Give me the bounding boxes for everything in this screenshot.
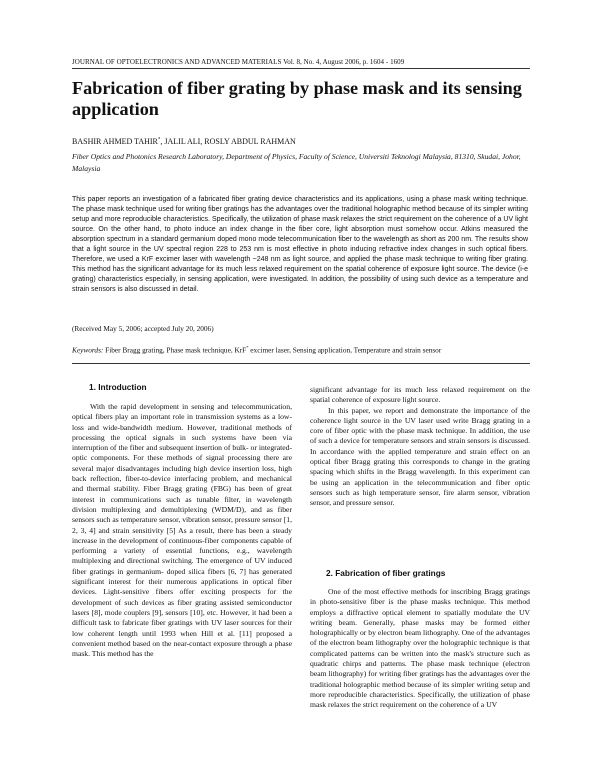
intro-paragraph-2: In this paper, we report and demonstrate the importance of the coherence light source in the UV laser used write Bragg grating in a core of fiber optic with the phase mask technique. In addition, the use of such a device for temperature sensors and strain sensors is discussed. In accordance with the applied temperature and strain effect on an optical fiber Bragg grating this corresponds to change in the grating spacing which shifts in the Bragg wavelength. In this experiment can be using an application in the telecommunication and fiber optic sensors such as high temperature sensor, fire alarm sensor, vibration sensor, and pressure sensor.	[310, 405, 530, 508]
fabrication-heading: 2. Fabrication of fiber gratings	[326, 568, 446, 578]
author-primary: BASHIR AHMED TAHIR	[72, 137, 158, 146]
keywords	[72, 345, 441, 354]
intro-heading: 1. Introduction	[89, 382, 147, 392]
author-others: , JALIL ALI, ROSLY ABDUL RAHMAN	[160, 137, 296, 146]
corresponding-author-mark: *	[157, 137, 161, 143]
affiliation: Fiber Optics and Photonics Research Laboratory, Department of Physics, Faculty of Science, Universiti Teknologi Malaysia, 81310, Skudai, Johor, Malaysia	[72, 152, 521, 173]
fabrication-paragraph: One of the most effective methods for inscribing Bragg gratings in photo-sensitive fiber is the phase masks technique. This method employs a diffractive optical element to spatially modulate the UV writing beam. Generally, phase masks may be formed either holographically or by electron beam lithography. One of the advantages of the electron beam lithography over the holographic technique is that complicated patterns can be written into the mask's structure such as quadratic chirps and patterns. The phase mask technique (electron beam lithography) for writing fiber gratings has the advantages over the traditional holographic method because of its simpler writing setup and more reproducible characteristics. Specifically, the utilization of phase mask relaxes the strict requirement on the coherence of a UV	[310, 587, 530, 710]
section-rule	[72, 363, 530, 364]
right-column-top	[310, 385, 530, 509]
keywords-list-a: Fiber Bragg grating, Phase mask technique, KrF	[103, 345, 247, 355]
intro-continuation: significant advantage for its much less relaxed requirement on the spatial coherence of exposure light source.	[310, 385, 530, 405]
paper-title: Fabrication of fiber grating by phase mask and its sensing application	[72, 78, 522, 119]
journal-header: JOURNAL OF OPTOELECTRONICS AND ADVANCED MATERIALS Vol. 8, No. 4, August 2006, p. 1604 - 1609	[72, 58, 405, 66]
keywords-label: Keywords:	[72, 345, 104, 355]
keywords-sup-mark: *	[246, 345, 249, 350]
received-dates: (Received May 5, 2006; accepted July 20, 2006)	[72, 324, 214, 333]
fabrication-column	[310, 587, 530, 711]
intro-paragraph: With the rapid development in sensing and telecommunication, optical fibers play an important role in transmission systems as a low-loss and wide-bandwidth medium. However, traditional methods of processing the optical signals in such systems have been via interruption of the fiber and subsequent insertion of bulk- or integrated-optic components. For these methods of signal processing there are several major disadvantages including high device insertion loss, high back reflection, fiber-to-device interfacing problem, and mechanical and thermal stability. Fiber Bragg grating (FBG) has been of great interest in communications such as tunable filter, in wavelength division multiplexing and demultiplexing (WDM/D), and as fiber sensors such as temperature sensor, vibration sensor, pressure sensor [1, 2, 3, 4] and strain sensitivity [5] As a result, there has been a steady increase in the development of continuous-fiber components capable of performing a variety of essential functions, e.g., wavelength multiplexing and directional switching. The emergence of UV induced fiber gratings in germanium- doped silica fibers [6, 7] has generated significant interest for their numerous applications in optical fiber devices. Light-sensitive fibers offer exciting prospects for the development of such devices as fiber grating assisted semiconductor lasers [8], mode couplers [9], sensors [10], etc. However, it had been a difficult task to fabricate fiber gratings with UV laser sources for their low coherent length until 1993 when Hill et al. [11] proposed a convenient method based on the near-contact exposure through a phase mask. This method has the	[72, 402, 292, 659]
header-rule	[72, 68, 530, 69]
author-list	[72, 137, 296, 146]
intro-column	[72, 402, 292, 659]
keywords-list-b: excimer laser, Sensing application, Temperature and strain sensor	[248, 345, 442, 355]
abstract: This paper reports an investigation of a fabricated fiber grating device characteristics and its applications, using a phase mask writing technique. The phase mask technique used for writing fiber gratings has the advantages over the traditional holographic method because of its simpler writing setup and more reproducible characteristics. Specifically, the utilization of phase mask relaxes the strict requirement on the coherence of a UV light source. On the other hand, to photo induce an index change in the fiber core, light absorption must somehow occur. Atkins measured the absorption spectrum in a standard germanium doped mono mode telecommunication fiber to the wavelength as short as 200 nm. The results show that a light source in the UV spectral region 228 to 253 nm is most effective in photo inducing refractive index changes in such optical fibers. Therefore, we used a KrF excimer laser with wavelength ~248 nm as light source, and applied the phase mask technique to writing fiber grating. This method has the significant advantage for its much less relaxed requirement on the spatial coherence of exposure light source. The device (i-e grating) characteristics especially, in sensing application, were investigated. In addition, the possibility of using such device as a temperature and strain sensors is also discussed in detail.	[72, 196, 528, 293]
